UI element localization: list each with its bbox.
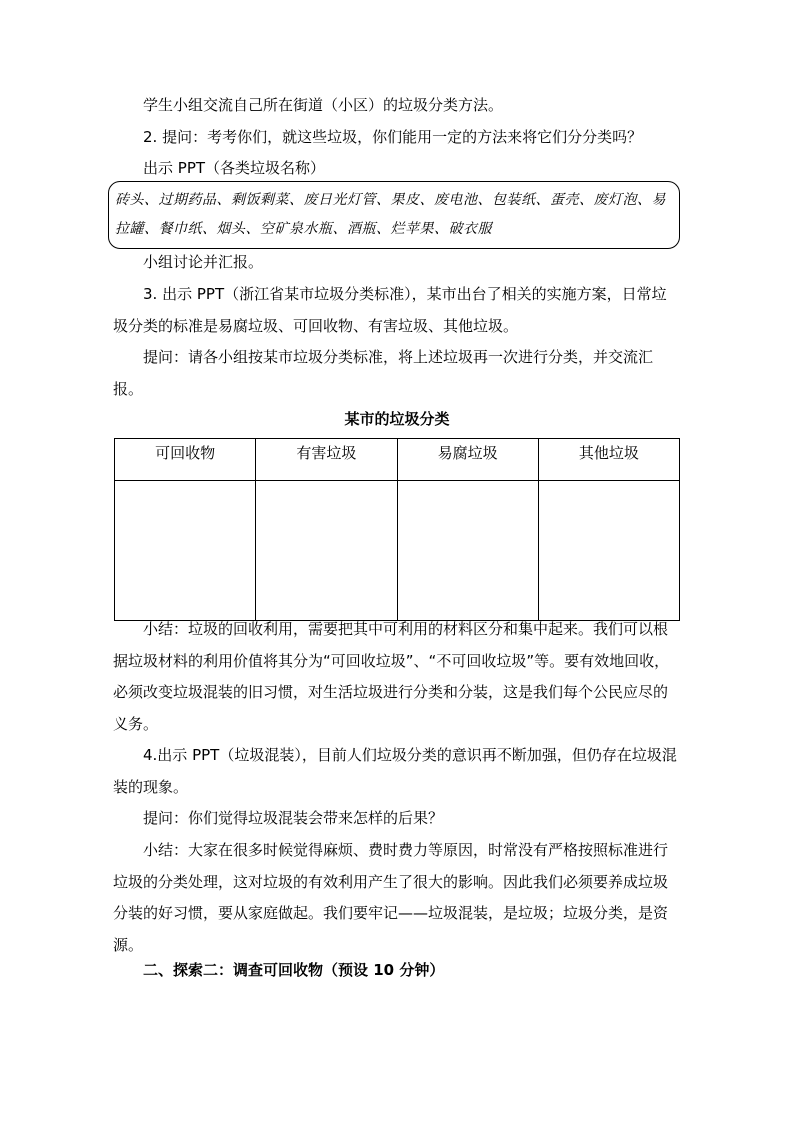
paragraph-summary-2: 小结：大家在很多时候觉得麻烦、费时费力等原因，时常没有严格按照标准进行垃圾的分类处理，这对垃圾的有效利用产生了很大的影响。因此我们必须要养成垃圾分装的好习惯，要从家庭做起。我们要牢记——垃圾混装，是垃圾；垃圾分类，是资源。: [113, 841, 669, 954]
paragraph-group-discussion: 小组讨论并汇报。: [143, 253, 264, 271]
table-title: 某市的垃圾分类: [344, 410, 450, 428]
table-cell-empty[interactable]: [115, 481, 256, 621]
paragraph-step-3: 3. 出示 PPT（浙江省某市垃圾分类标准），某市出台了相关的实施方案，日常垃圾分类的标准是易腐垃圾、可回收物、有害垃圾、其他垃圾。: [113, 285, 667, 335]
table-row: [115, 481, 680, 621]
table-cell-empty[interactable]: [256, 481, 397, 621]
table-cell-empty[interactable]: [397, 481, 538, 621]
header-other: 其他垃圾: [538, 439, 679, 481]
garbage-names-list: 砖头、过期药品、剩饭剩菜、废日光灯管、果皮、废电池、包装纸、蛋壳、废灯泡、易拉罐、餐巾纸、烟头、空矿泉水瓶、酒瓶、烂苹果、破衣服: [115, 192, 666, 237]
paragraph-group-exchange: 学生小组交流自己所在街道（小区）的垃圾分类方法。: [143, 96, 504, 114]
paragraph-summary-1: 小结：垃圾的回收利用，需要把其中可利用的材料区分和集中起来。我们可以根据垃圾材料的利用价值将其分为“可回收垃圾”、“不可回收垃圾”等。要有效地回收，必须改变垃圾混装的旧习惯，对生活垃圾进行分类和分装，这是我们每个公民应尽的义务。: [113, 620, 670, 733]
table-cell-empty[interactable]: [538, 481, 679, 621]
header-recyclable: 可回收物: [115, 439, 256, 481]
classification-table: [114, 438, 680, 621]
paragraph-question-consequence: 提问：你们觉得垃圾混装会带来怎样的后果？: [143, 809, 444, 827]
paragraph-question-2: 2. 提问：考考你们，就这些垃圾，你们能用一定的方法来将它们分分类吗？: [143, 128, 643, 146]
header-hazardous: 有害垃圾: [256, 439, 397, 481]
section-heading: 二、探索二：调查可回收物（预设 10 分钟）: [143, 961, 445, 979]
header-perishable: 易腐垃圾: [397, 439, 538, 481]
table-header-row: [115, 439, 680, 481]
paragraph-show-ppt: 出示 PPT（各类垃圾名称）: [143, 159, 326, 177]
paragraph-question-classify: 提问：请各小组按某市垃圾分类标准，将上述垃圾再一次进行分类，并交流汇报。: [113, 348, 654, 398]
paragraph-step-4: 4.出示 PPT（垃圾混装），目前人们垃圾分类的意识再不断加强，但仍存在垃圾混装的现象。: [113, 746, 677, 796]
garbage-names-box: [108, 181, 680, 249]
